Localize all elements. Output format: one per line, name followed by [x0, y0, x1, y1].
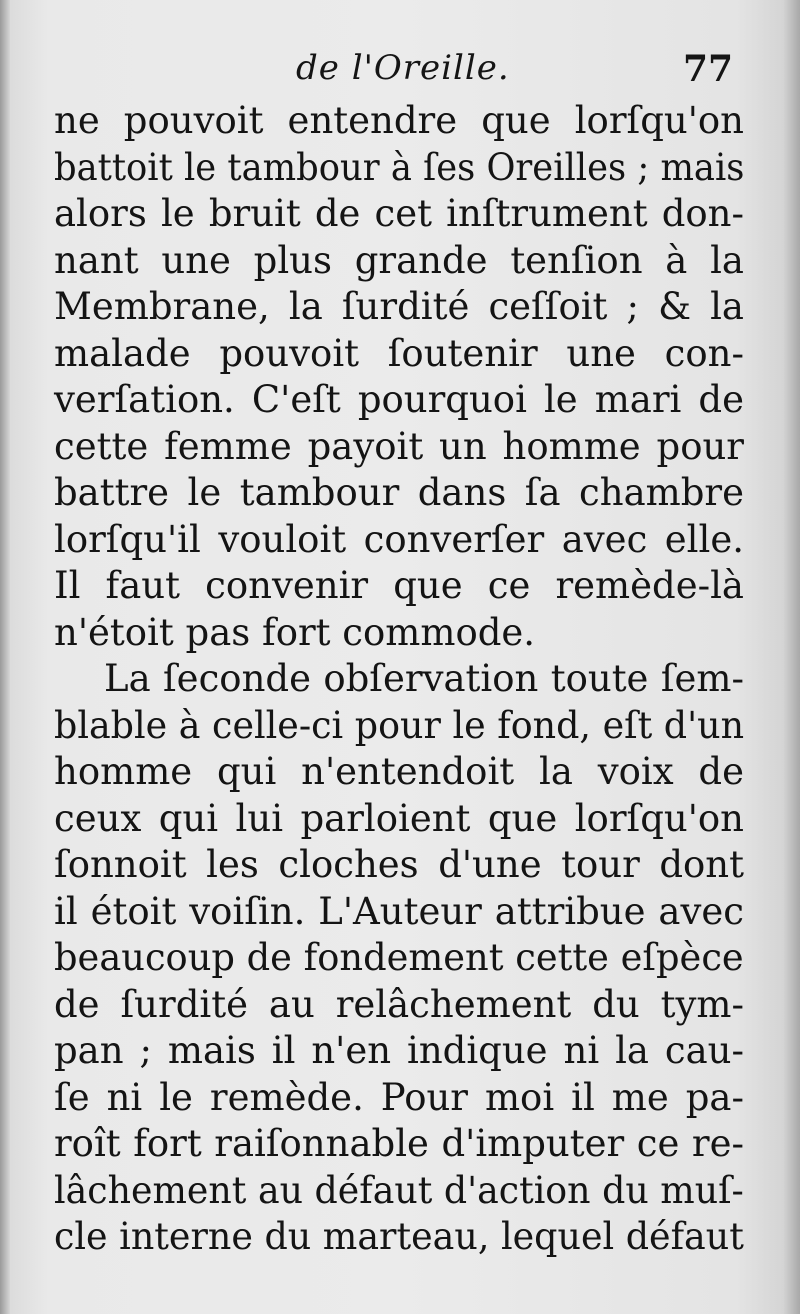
page-right-edge [784, 0, 800, 1314]
running-head: de l'Oreille. [296, 48, 510, 88]
text-line: ſe ni le remède. Pour moi il me pa- [54, 1075, 744, 1119]
text-line: lorſqu'il vouloit converſer avec elle. [54, 517, 744, 561]
text-line: Il faut convenir que ce remède-là [54, 564, 744, 607]
text-line: Membrane, la ſurdité ceſſoit ; & la [54, 285, 744, 328]
text-line: lâchement au défaut d'action du muſ- [54, 1168, 744, 1212]
page-number: 77 [683, 48, 734, 90]
text-line: pan ; mais il n'en indique ni la cau- [54, 1029, 744, 1072]
text-line: il étoit voiſin. L'Auteur attribue avec [54, 889, 744, 933]
text-line: de ſurdité au relâchement du tym- [54, 982, 744, 1026]
paragraph-last-line: n'étoit pas fort commode. [54, 610, 536, 654]
text-line: malade pouvoit ſoutenir une con- [54, 331, 744, 375]
text-line: homme qui n'entendoit la voix de [54, 750, 744, 793]
page-header [0, 48, 800, 98]
text-line: roît fort raiſonnable d'imputer ce re- [54, 1122, 744, 1165]
text-line: nant une plus grande tenſion à la [54, 238, 744, 282]
text-line: beaucoup de fondement cette eſpèce [54, 936, 744, 979]
text-line: verſation. C'eſt pourquoi le mari de [54, 378, 744, 421]
text-line: ne pouvoit entendre que lorſqu'on [54, 99, 744, 142]
page-left-edge [0, 0, 10, 1314]
text-line: ſonnoit les cloches d'une tour dont [54, 843, 744, 886]
paragraph-first-line: La ſeconde obſervation toute ſem- [104, 657, 744, 700]
body-text [54, 98, 744, 1261]
text-line: battoit le tambour à ſes Oreilles ; mais [54, 145, 745, 189]
text-line: ceux qui lui parloient que lorſqu'on [54, 796, 744, 840]
text-line: cette femme payoit un homme pour [54, 424, 744, 468]
text-line: alors le bruit de cet inſtrument don- [54, 192, 744, 235]
text-line: blable à celle-ci pour le fond, eſt d'un [54, 703, 745, 747]
text-line: battre le tambour dans ſa chambre [54, 471, 744, 514]
text-line: cle interne du marteau, lequel défaut [54, 1215, 744, 1258]
